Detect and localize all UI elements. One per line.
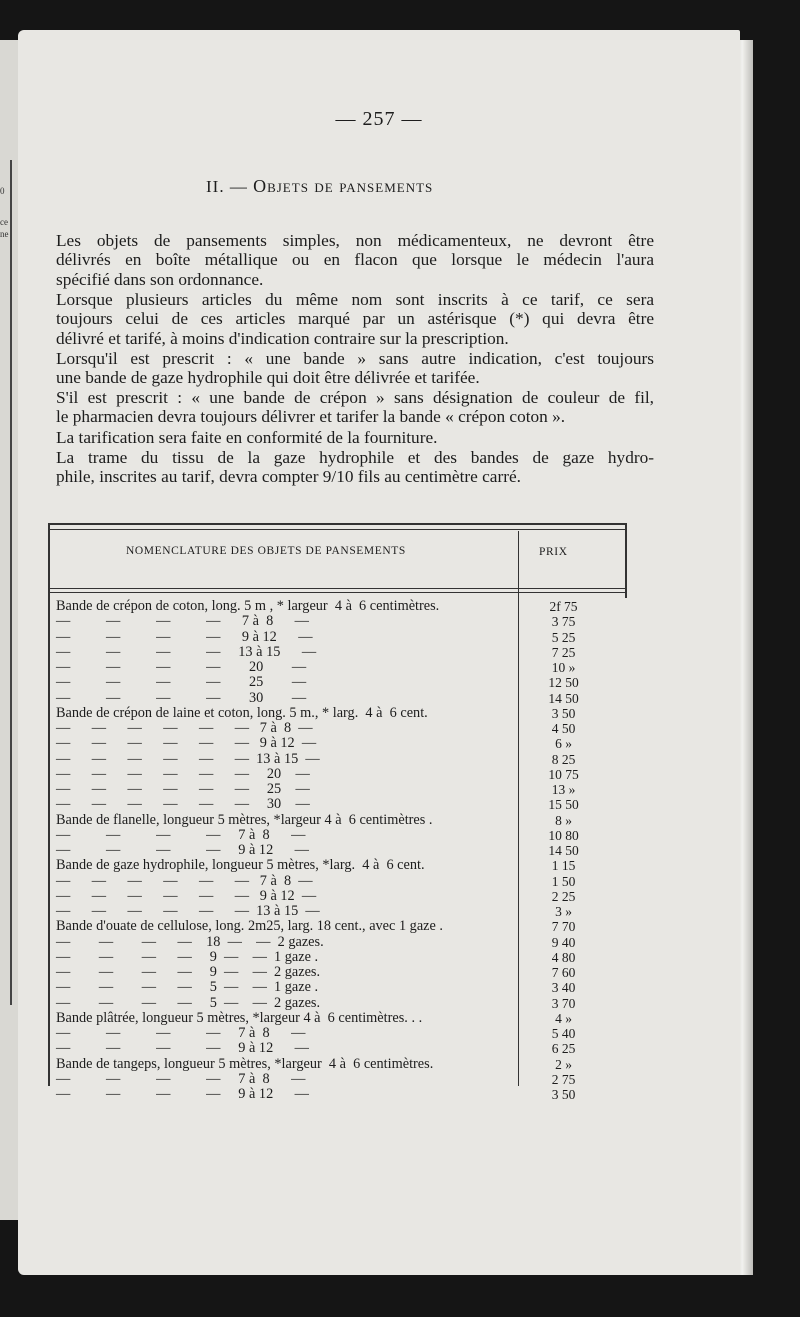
row-price: 8 » — [555, 812, 572, 828]
text-line: La trame du tissu de la gaze hydrophile et des bandes de gaze hydro- — [56, 448, 654, 467]
row-description: — — — — — — 13 à 15 — — [56, 903, 320, 919]
row-price: 4 80 — [551, 949, 576, 965]
row-description: — — — — — — 25 — — [56, 781, 310, 797]
facing-page-fragment: ne — [0, 229, 9, 239]
text-line: le pharmacien devra toujours délivrer et tarifer la bande « crépon coton ». — [56, 407, 566, 427]
table-row — [56, 1086, 576, 1103]
row-description: Bande de gaze hydrophile, longueur 5 mètres, *larg. 4 à 6 cent. — [56, 857, 425, 874]
row-description: — — — — — — 9 à 12 — — [56, 735, 317, 752]
table-column-separator — [518, 531, 519, 1086]
row-price: 3 40 — [551, 980, 576, 996]
text-line: Lorsque plusieurs articles du même nom sont inscrits à ce tarif, ce sera — [56, 290, 654, 309]
table-top-rule — [50, 523, 627, 530]
row-price: 4 50 — [551, 721, 576, 736]
row-description: — — — — 13 à 15 — — [56, 643, 317, 660]
row-price: 2 75 — [551, 1071, 576, 1087]
row-price: 15 50 — [548, 797, 579, 813]
section-numeral: II. — — [206, 177, 248, 196]
row-description: — — — — — — 30 — — [56, 796, 310, 813]
paragraph — [56, 388, 654, 427]
row-price: 7 70 — [551, 919, 576, 935]
text-line: toujours celui de ces articles marqué par un astérisque (*) qui devra être — [56, 309, 654, 329]
table-right-rule — [625, 523, 627, 598]
row-description: — — — — 7 à 8 — — [56, 826, 306, 843]
row-description: Bande d'ouate de cellulose, long. 2m25, larg. 18 cent., avec 1 gaze . — [56, 918, 444, 935]
row-price: 1 50 — [551, 873, 576, 889]
row-description: — — — — 9 à 12 — — [56, 628, 313, 645]
text-line: Les objets de pansements simples, non médicamenteux, ne devront être — [56, 231, 654, 250]
row-price: 3 » — [555, 904, 572, 919]
text-line: spécifié dans son ordonnance. — [56, 269, 264, 289]
row-price: 3 50 — [551, 705, 576, 721]
column-header-prix: PRIX — [539, 546, 568, 558]
row-description: — — — — — — 20 — — [56, 765, 310, 782]
text-line: délivrés en boîte métallique ou en flacon que lorsque le médecin l'aura — [56, 250, 654, 270]
paragraph — [56, 349, 654, 388]
paragraph — [56, 290, 654, 348]
row-description: Bande de crépon de coton, long. 5 m , * largeur 4 à 6 centimètres. — [56, 598, 440, 614]
row-price: 3 75 — [551, 614, 576, 630]
row-price: 8 25 — [551, 751, 576, 767]
row-price: 9 40 — [551, 934, 576, 950]
column-header-nomenclature: NOMENCLATURE DES OBJETS DE PANSEMENTS — [126, 545, 406, 557]
text-line: La tarification sera faite en conformité de la fourniture. — [56, 428, 438, 447]
facing-page-fragment: 0 — [0, 186, 5, 196]
row-description: Bande de tangeps, longueur 5 mètres, *largeur 4 à 6 centimètres. — [56, 1055, 434, 1072]
row-description: — — — — 9 à 12 — — [56, 842, 309, 858]
row-price: 5 40 — [551, 1026, 576, 1041]
row-description: — — — — 5 — — 1 gaze . — [56, 979, 319, 996]
row-description: — — — — 9 à 12 — — [56, 1040, 309, 1057]
row-description: — — — — 9 — — 2 gazes. — [56, 964, 321, 980]
row-description: Bande de crépon de laine et coton, long. 5 m., * larg. 4 à 6 cent. — [56, 704, 428, 721]
row-description: — — — — 30 — — [56, 689, 307, 706]
row-description: — — — — 9 — — 1 gaze . — [56, 948, 319, 965]
row-description: Bande plâtrée, longueur 5 mètres, *largeur 4 à 6 centimètres. . . — [56, 1009, 423, 1026]
row-price: 7 25 — [551, 644, 576, 660]
facing-page-rule — [10, 160, 12, 1005]
text-line: Lorsqu'il est prescrit : « une bande » sans autre indication, c'est toujours — [56, 349, 654, 368]
row-price: 3 70 — [551, 995, 576, 1011]
row-price: 7 60 — [551, 965, 576, 980]
text-line: délivré et tarifé, à moins d'indication contraire sur la prescription. — [56, 328, 509, 348]
row-price: 2 » — [555, 1056, 572, 1072]
row-price: 2f 75 — [549, 599, 578, 614]
row-price: 3 50 — [551, 1087, 576, 1102]
row-description: — — — — 20 — — [56, 659, 307, 675]
book-page — [18, 30, 740, 1275]
section-title: Objets de pansements — [253, 176, 434, 196]
row-price: 12 50 — [548, 675, 579, 691]
row-description: — — — — 9 à 12 — — [56, 1086, 309, 1102]
row-description: — — — — 7 à 8 — — [56, 613, 309, 630]
row-price: 10 80 — [548, 827, 579, 843]
paragraph — [56, 448, 654, 487]
row-price: 13 » — [551, 782, 576, 797]
row-price: 6 » — [555, 736, 572, 752]
text-line: S'il est prescrit : « une bande de crépon » sans désignation de couleur de fil, — [56, 388, 654, 407]
row-description: — — — — — — 9 à 12 — — [56, 887, 317, 904]
row-description: — — — — 5 — — 2 gazes. — [56, 994, 321, 1011]
row-price: 4 » — [555, 1010, 572, 1026]
row-description: — — — — — — 7 à 8 — — [56, 720, 313, 736]
row-description: Bande de flanelle, longueur 5 mètres, *largeur 4 à 6 centimètres . — [56, 811, 433, 828]
facing-page-fragment: ce — [0, 217, 8, 227]
row-price: 6 25 — [551, 1041, 576, 1057]
row-price: 10 75 — [548, 766, 579, 782]
section-heading — [206, 176, 433, 197]
row-description: — — — — 7 à 8 — — [56, 1025, 306, 1041]
row-price: 10 » — [551, 660, 576, 675]
row-price: 14 50 — [548, 690, 579, 706]
table-header-rule — [50, 588, 627, 593]
row-price: 1 15 — [551, 858, 576, 874]
row-description: — — — — 25 — — [56, 674, 307, 691]
row-description: — — — — — — 7 à 8 — — [56, 872, 313, 889]
text-line: phile, inscrites au tarif, devra compter 9/10 fils au centimètre carré. — [56, 467, 521, 487]
page-number: — 257 — — [335, 108, 423, 130]
price-table — [48, 523, 627, 1102]
row-description: — — — — 7 à 8 — — [56, 1070, 306, 1087]
paragraph — [56, 231, 654, 289]
text-line: une bande de gaze hydrophile qui doit être délivrée et tarifée. — [56, 368, 480, 388]
paragraph — [56, 428, 654, 447]
row-price: 5 25 — [551, 629, 576, 645]
row-description: — — — — — — 13 à 15 — — [56, 750, 320, 767]
row-price: 2 25 — [551, 888, 576, 904]
row-description: — — — — 18 — — 2 gazes. — [56, 933, 324, 950]
row-price: 14 50 — [548, 843, 579, 858]
